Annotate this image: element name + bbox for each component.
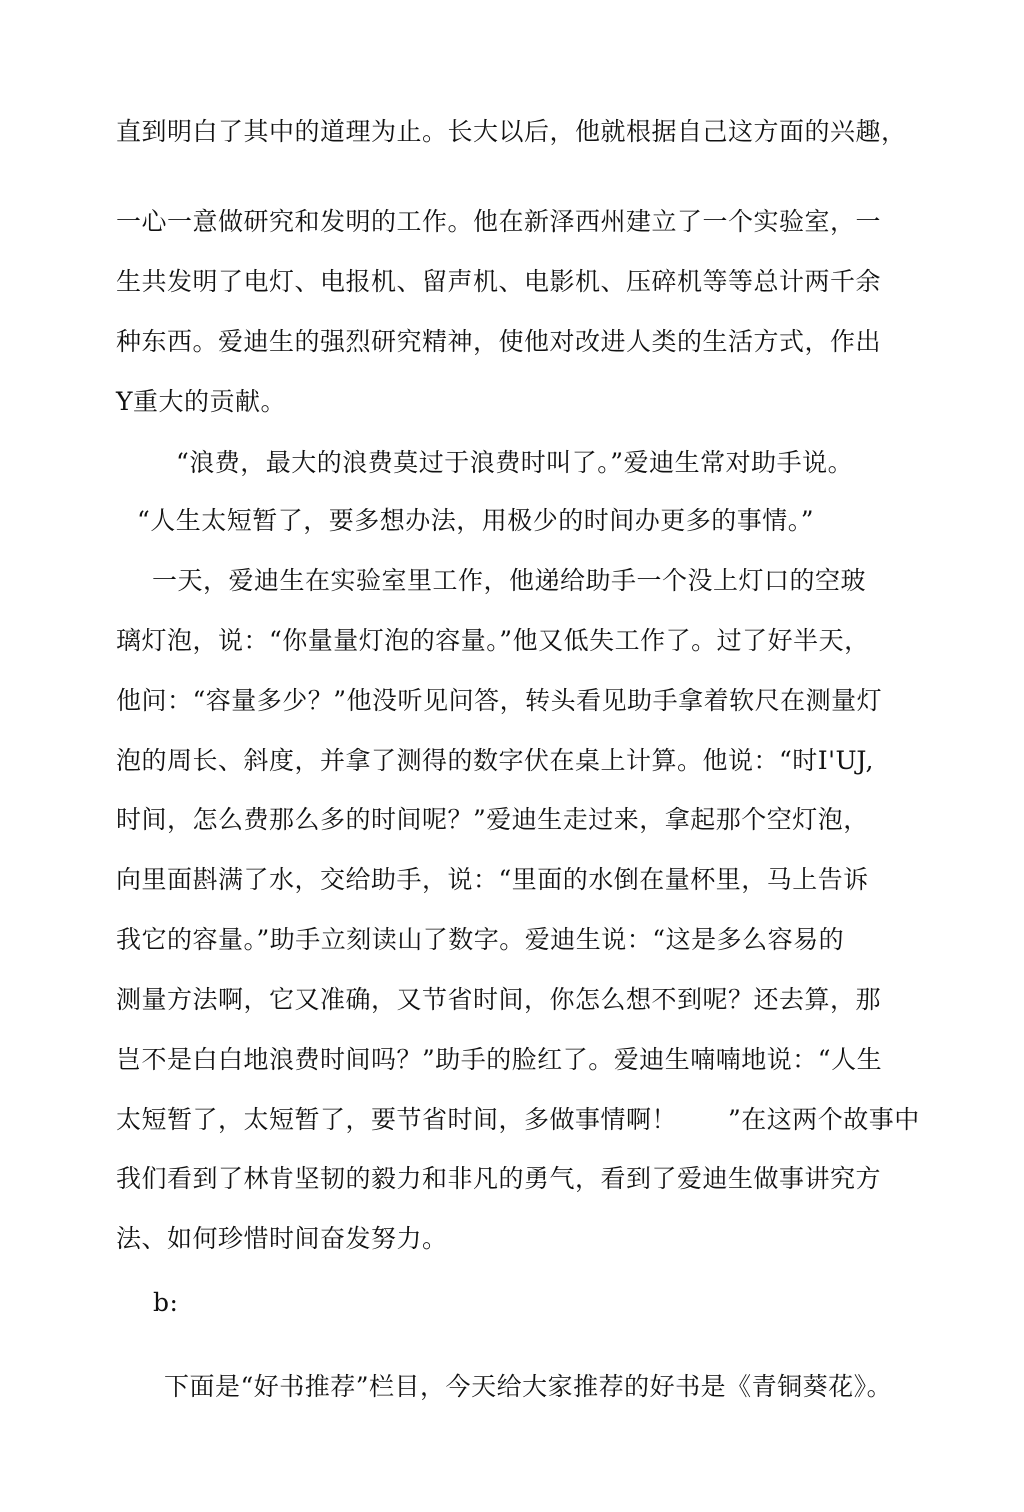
text-line: 岂不是白白地浪费时间吗？”助手的脸红了。爱迪生喃喃地说：“人生	[116, 1045, 883, 1074]
text-line: 一天，爱迪生在实验室里工作，他递给助手一个没上灯口的空玻	[152, 566, 867, 595]
text-line: 直到明白了其中的道理为止。长大以后，他就根据自己这方面的兴趣，	[116, 117, 907, 146]
text-line: 向里面斟满了水，交给助手，说：“里面的水倒在量杯里，马上告诉	[116, 865, 869, 894]
text-line: 一心一意做研究和发明的工作。他在新泽西州建立了一个实验室，一	[116, 207, 882, 236]
text-line: 时间，怎么费那么多的时间呢？”爱迪生走过来，拿起那个空灯泡，	[116, 805, 869, 834]
text-line: 泡的周长、斜度，并拿了测得的数字伏在桌上计算。他说：“时I'UJ,	[116, 746, 874, 775]
text-line: 他问：“容量多少？”他没听见问答，转头看见助手拿着软尺在测量灯	[116, 686, 883, 715]
text-line: 测量方法啊，它又准确，又节省时间，你怎么想不到呢？还去算，那	[116, 985, 882, 1014]
text-line: Y重大的贡献。	[116, 387, 287, 416]
text-line: 我们看到了林肯坚韧的毅力和非凡的勇气，看到了爱迪生做事讲究方	[116, 1164, 882, 1193]
text-line: 法、如何珍惜时间奋发努力。	[116, 1224, 448, 1253]
text-line: 生共发明了电灯、电报机、留声机、电影机、压碎机等等总计两千余	[116, 267, 882, 296]
text-line: “人生太短暂了，要多想办法，用极少的时间办更多的事情。”	[137, 506, 815, 535]
text-line: “浪费，最大的浪费莫过于浪费时叫了。”爱迪生常对助手说。	[176, 448, 854, 477]
text-line: b:	[153, 1288, 179, 1317]
text-line: 太短暂了，太短暂了，要节省时间，多做事情啊！ ”在这两个故事中	[116, 1105, 920, 1134]
text-line: 我它的容量。”助手立刻读山了数字。爱迪生说：“这是多么容易的	[116, 925, 845, 954]
text-line: 璃灯泡，说：“你量量灯泡的容量。”他又低失工作了。过了好半天，	[116, 626, 870, 655]
text-line: 下面是“好书推荐”栏目，今天给大家推荐的好书是《青铜葵花》。	[164, 1372, 893, 1401]
text-line: 种东西。爱迪生的强烈研究精神，使他对改进人类的生活方式，作出	[116, 327, 882, 356]
